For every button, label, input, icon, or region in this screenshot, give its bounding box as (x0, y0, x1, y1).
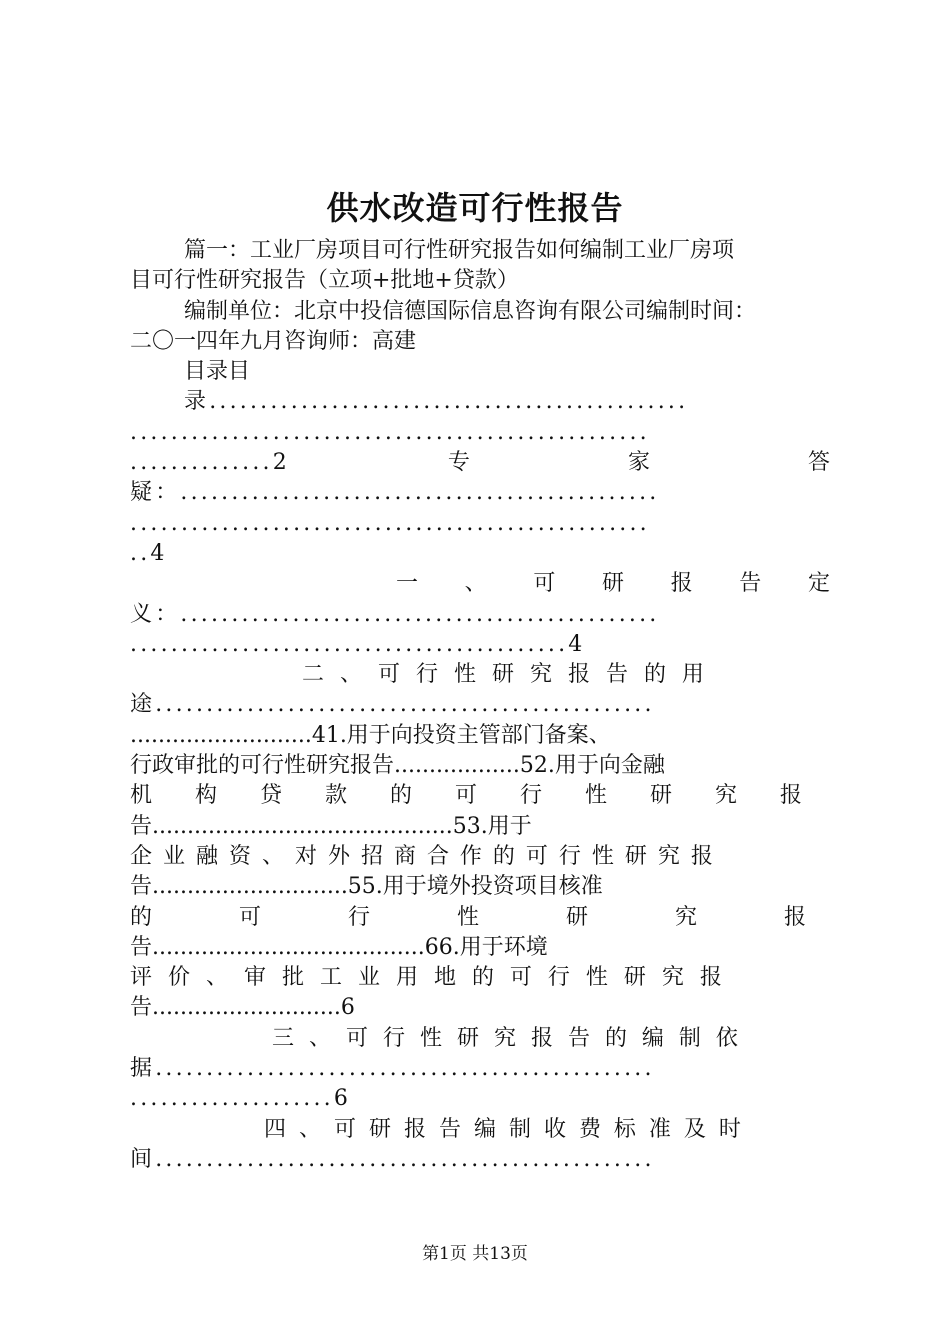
toc-heading: 目录目 (184, 359, 251, 385)
toc-line: ....................6 (130, 1086, 352, 1112)
toc-line: 机 构 贷 款 的 可 行 性 研 究 报 (130, 783, 802, 809)
toc-char: 研 (601, 571, 624, 597)
toc-line: 行政审批的可行性研究报告..................52.用于向金融 (130, 753, 665, 779)
toc-char: 答 (807, 450, 830, 476)
toc-line: 告...........................................53.用于 (130, 813, 532, 839)
toc-line: 途................................................. (130, 692, 655, 718)
toc-char: 告 (739, 571, 762, 597)
toc-char: 家 (627, 450, 650, 476)
toc-line: 的 可 行 性 研 究 报 (130, 904, 806, 930)
toc-char: 一 (396, 571, 419, 597)
toc-line: ..4 (130, 540, 168, 566)
toc-char: 可 (533, 571, 556, 597)
document-title: 供水改造可行性报告 (326, 189, 624, 227)
body-line: 篇一：工业厂房项目可行性研究报告如何编制工业厂房项 (184, 238, 735, 263)
toc-line: 告...........................6 (130, 995, 355, 1021)
toc-char: 专 (447, 450, 470, 476)
body-line: 编制单位：北京中投信德国际信息咨询有限公司编制时间： (184, 298, 757, 324)
toc-line: ................................................... (130, 510, 650, 536)
toc-line: 告.......................................66.用于环境 (130, 934, 548, 960)
toc-line: 四 、 可 研 报 告 编 制 收 费 标 准 及 时 (264, 1116, 741, 1142)
toc-line: 据................................................. (130, 1056, 655, 1082)
toc-char: 报 (670, 571, 693, 597)
toc-line: ...........................................4 (130, 631, 586, 657)
toc-char: 、 (464, 571, 487, 597)
body-line: 目可行性研究报告（立项+批地+贷款） (130, 268, 519, 294)
toc-line: 义：............................................... (130, 601, 660, 627)
toc-page-ref: ..............2 (130, 450, 290, 476)
toc-line: 三 、 可 行 性 研 究 报 告 的 编 制 依 (272, 1025, 738, 1051)
toc-line: 评 价 、 审 批 工 业 用 地 的 可 行 性 研 究 报 (130, 965, 722, 991)
toc-line: 疑：............................................... (130, 480, 660, 506)
document-body (130, 236, 830, 1175)
page-footer: 第1页 共13页 (422, 1244, 528, 1264)
toc-line: 间................................................. (130, 1146, 655, 1172)
toc-line: 二 、 可 行 性 研 究 报 告 的 用 (302, 662, 704, 688)
toc-line: 录............................................... (184, 389, 689, 415)
toc-line: ................................................... (130, 419, 650, 445)
toc-char: 定 (807, 571, 830, 597)
toc-line: 企 业 融 资 、 对 外 招 商 合 作 的 可 行 性 研 究 报 (130, 843, 713, 869)
body-line: 二〇一四年九月咨询师：高建 (130, 328, 417, 354)
toc-line (130, 448, 830, 478)
toc-line: 告............................55.用于境外投资项目核准 (130, 874, 603, 900)
toc-line: ..........................41.用于向投资主管部门备案、 (130, 722, 611, 748)
toc-line (130, 569, 830, 599)
